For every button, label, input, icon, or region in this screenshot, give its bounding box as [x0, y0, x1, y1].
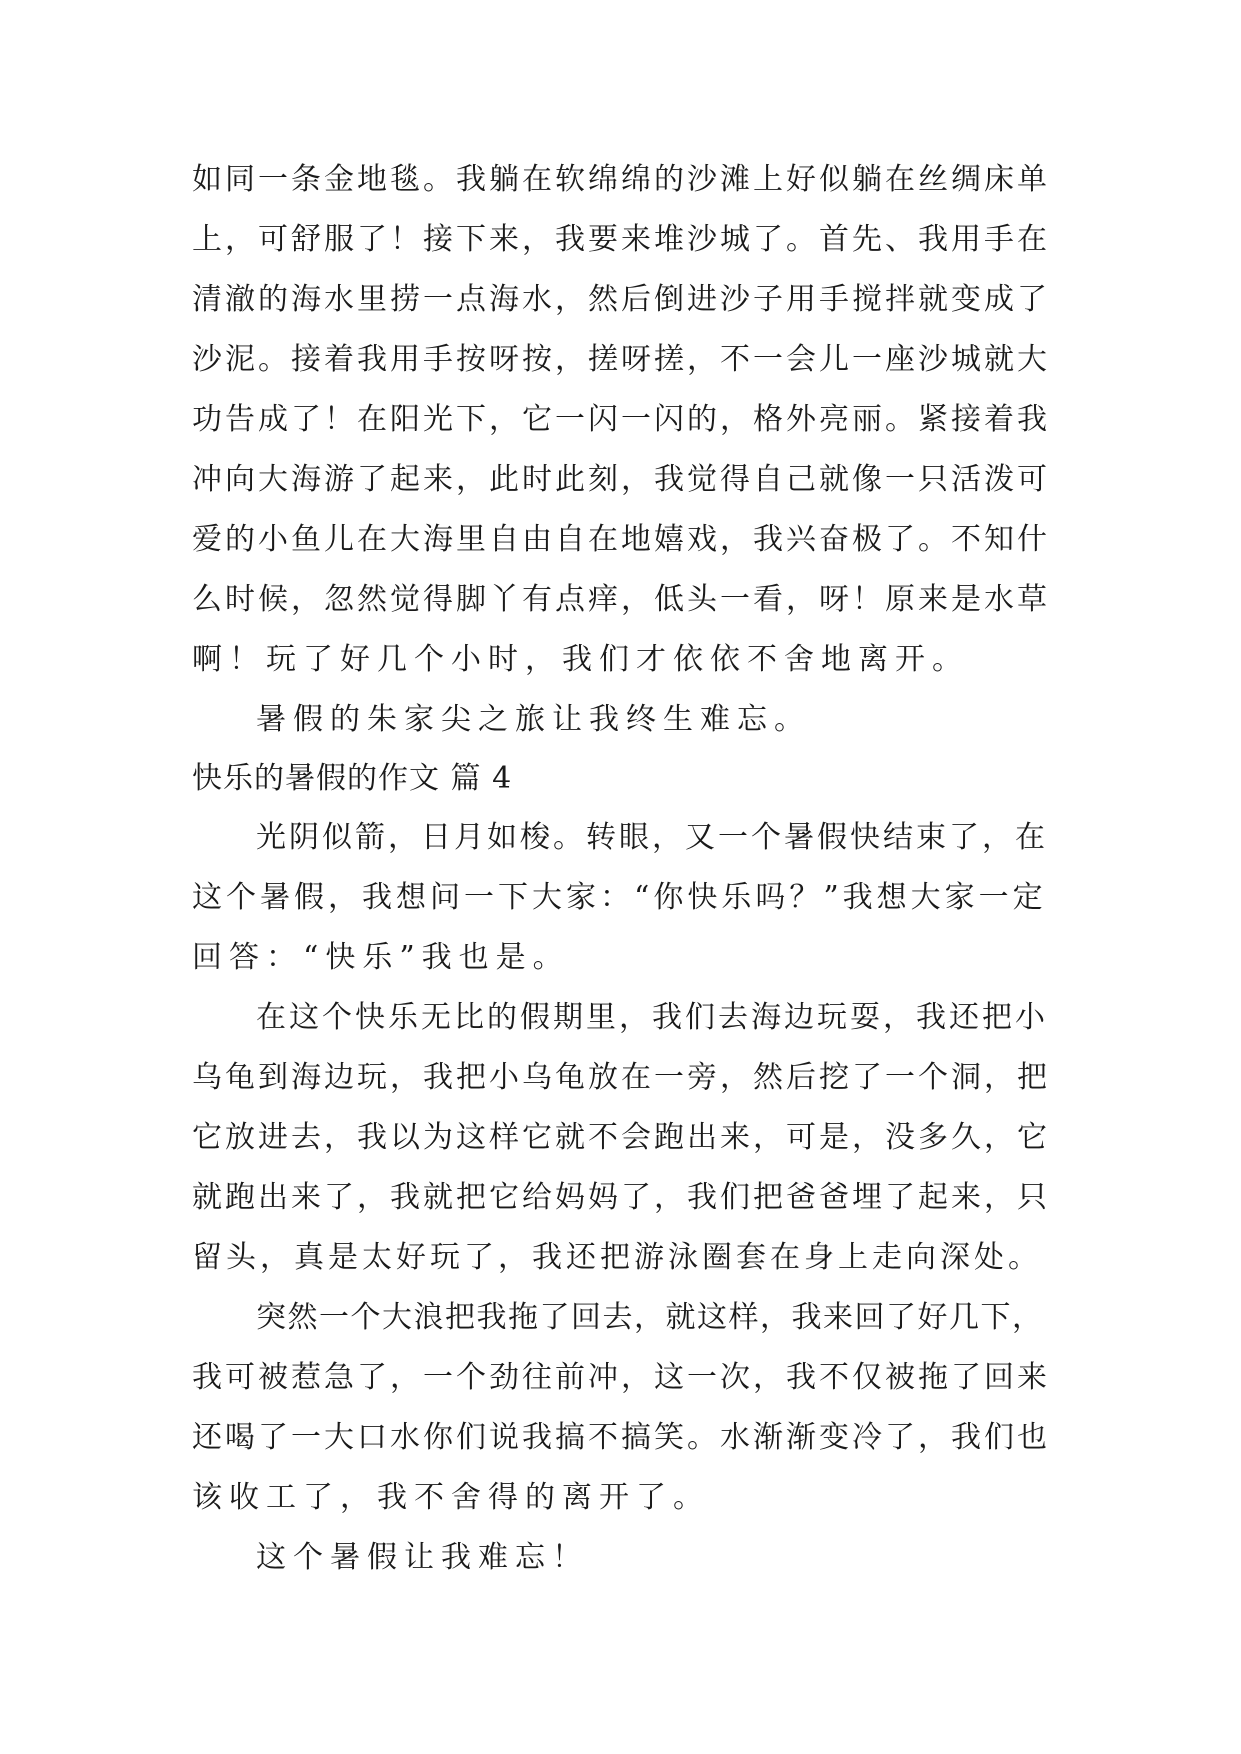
text-line: 上，可舒服了！接下来，我要来堆沙城了。首先、我用手在	[192, 222, 1050, 257]
text-line: 啊！玩了好几个小时，我们才依依不舍地离开。	[192, 642, 969, 677]
text-line: 如同一条金地毯。我躺在软绵绵的沙滩上好似躺在丝绸床单	[192, 162, 1050, 197]
paragraph-line: 突然一个大浪把我拖了回去，就这样，我来回了好几下，	[256, 1300, 1044, 1335]
text-line: 回答：“快乐”我也是。	[192, 940, 570, 975]
essay-body	[192, 150, 1052, 1588]
text-line: 这个暑假，我想问一下大家：“你快乐吗？”我想大家一定	[192, 880, 1047, 915]
text-line: 么时候，忽然觉得脚丫有点痒，低头一看，呀！原来是水草	[192, 582, 1050, 617]
text-line: 乌龟到海边玩，我把小乌龟放在一旁，然后挖了一个洞，把	[192, 1060, 1050, 1095]
text-line: 我可被惹急了，一个劲往前冲，这一次，我不仅被拖了回来	[192, 1360, 1050, 1395]
text-line: 功告成了！在阳光下，它一闪一闪的，格外亮丽。紧接着我	[192, 402, 1050, 437]
paragraph-line: 在这个快乐无比的假期里，我们去海边玩耍，我还把小	[256, 1000, 1048, 1035]
paragraph-line: 光阴似箭，日月如梭。转眼，又一个暑假快结束了，在	[256, 820, 1048, 855]
text-line: 沙泥。接着我用手按呀按，搓呀搓，不一会儿一座沙城就大	[192, 342, 1050, 377]
text-line: 清澈的海水里捞一点海水，然后倒进沙子用手搅拌就变成了	[192, 282, 1050, 317]
text-line: 就跑出来了，我就把它给妈妈了，我们把爸爸埋了起来，只	[192, 1180, 1050, 1215]
text-line: 留头，真是太好玩了，我还把游泳圈套在身上走向深处。	[192, 1240, 1042, 1275]
text-line: 该收工了，我不舍得的离开了。	[192, 1480, 710, 1515]
text-line: 冲向大海游了起来，此时此刻，我觉得自己就像一只活泼可	[192, 462, 1050, 497]
text-line: 它放进去，我以为这样它就不会跑出来，可是，没多久，它	[192, 1120, 1050, 1155]
paragraph-line: 这个暑假让我难忘！	[256, 1540, 589, 1575]
section-heading: 快乐的暑假的作文 篇 4	[192, 761, 513, 796]
text-line: 还喝了一大口水你们说我搞不搞笑。水渐渐变冷了，我们也	[192, 1420, 1050, 1455]
paragraph-line: 暑假的朱家尖之旅让我终生难忘。	[256, 702, 811, 737]
text-line: 爱的小鱼儿在大海里自由自在地嬉戏，我兴奋极了。不知什	[192, 522, 1050, 557]
